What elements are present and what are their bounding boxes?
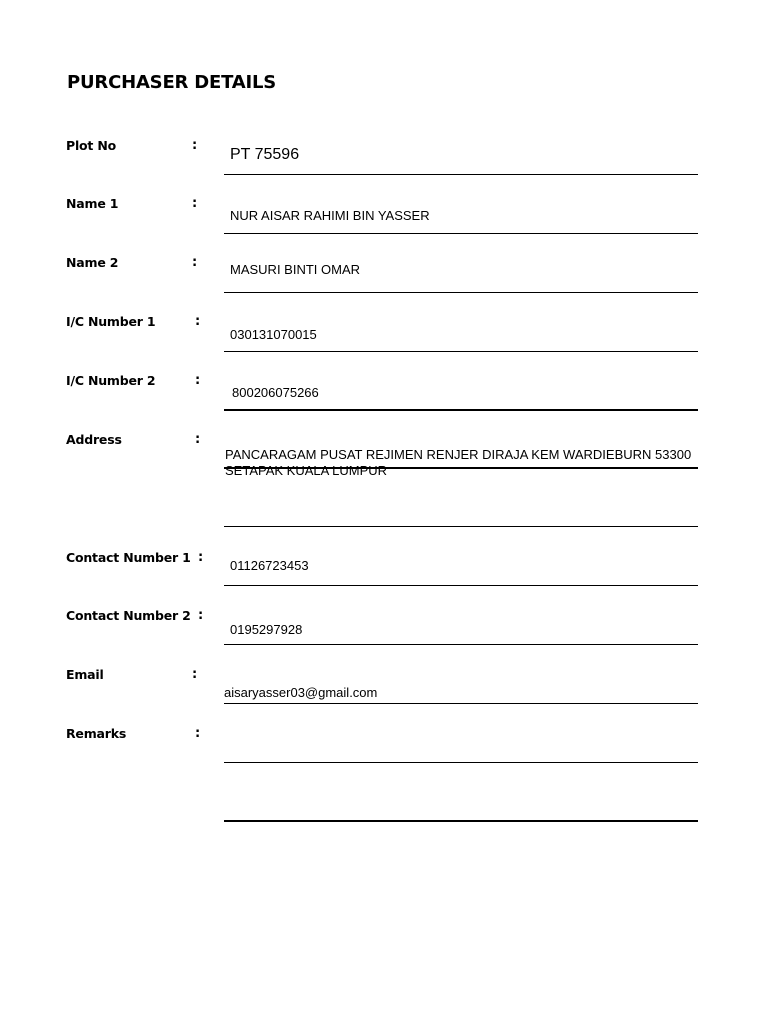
remarks-line-1 [224,762,698,763]
ic-number-2-line [224,409,698,411]
remarks-line-2 [224,820,698,822]
address-line-1 [224,467,698,469]
remarks-label: Remarks [66,726,127,741]
name-1-line [224,233,698,234]
contact-number-1-label: Contact Number 1 [66,550,191,565]
ic-number-1-label: I/C Number 1 [66,314,156,329]
plot-no-line [224,174,698,175]
address-value[interactable]: PANCARAGAM PUSAT REJIMEN RENJER DIRAJA KEM WARDIEBURN 53300 SETAPAK KUALA LUMPUR [225,447,692,478]
address-colon: : [195,432,201,447]
contact-number-2-line [224,644,698,645]
plot-no-value[interactable]: PT 75596 [230,146,300,163]
contact-number-1-value[interactable]: 01126723453 [230,558,309,573]
contact-number-2-label: Contact Number 2 [66,608,191,623]
plot-no-colon: : [192,138,198,153]
contact-number-1-line [224,585,698,586]
ic-number-2-colon: : [195,373,201,388]
ic-number-2-label: I/C Number 2 [66,373,156,388]
ic-number-1-colon: : [195,314,201,329]
address-label: Address [66,432,122,447]
name-1-label: Name 1 [66,196,119,211]
ic-number-2-value[interactable]: 800206075266 [232,385,319,400]
name-2-label: Name 2 [66,255,119,270]
contact-number-2-colon: : [198,608,204,623]
ic-number-1-line [224,351,698,352]
plot-no-label: Plot No [66,138,117,153]
ic-number-1-value[interactable]: 030131070015 [230,327,317,342]
address-line-2 [224,526,698,527]
email-line [224,703,698,704]
remarks-colon: : [195,726,201,741]
email-value[interactable]: aisaryasser03@gmail.com [224,685,378,700]
email-colon: : [192,667,198,682]
name-1-value[interactable]: NUR AISAR RAHIMI BIN YASSER [230,208,430,223]
page-title: PURCHASER DETAILS [67,72,277,93]
name-2-colon: : [192,255,198,270]
contact-number-2-value[interactable]: 0195297928 [230,622,303,637]
email-label: Email [66,667,104,682]
name-2-value[interactable]: MASURI BINTI OMAR [230,262,361,277]
name-2-line [224,292,698,293]
contact-number-1-colon: : [198,550,204,565]
name-1-colon: : [192,196,198,211]
